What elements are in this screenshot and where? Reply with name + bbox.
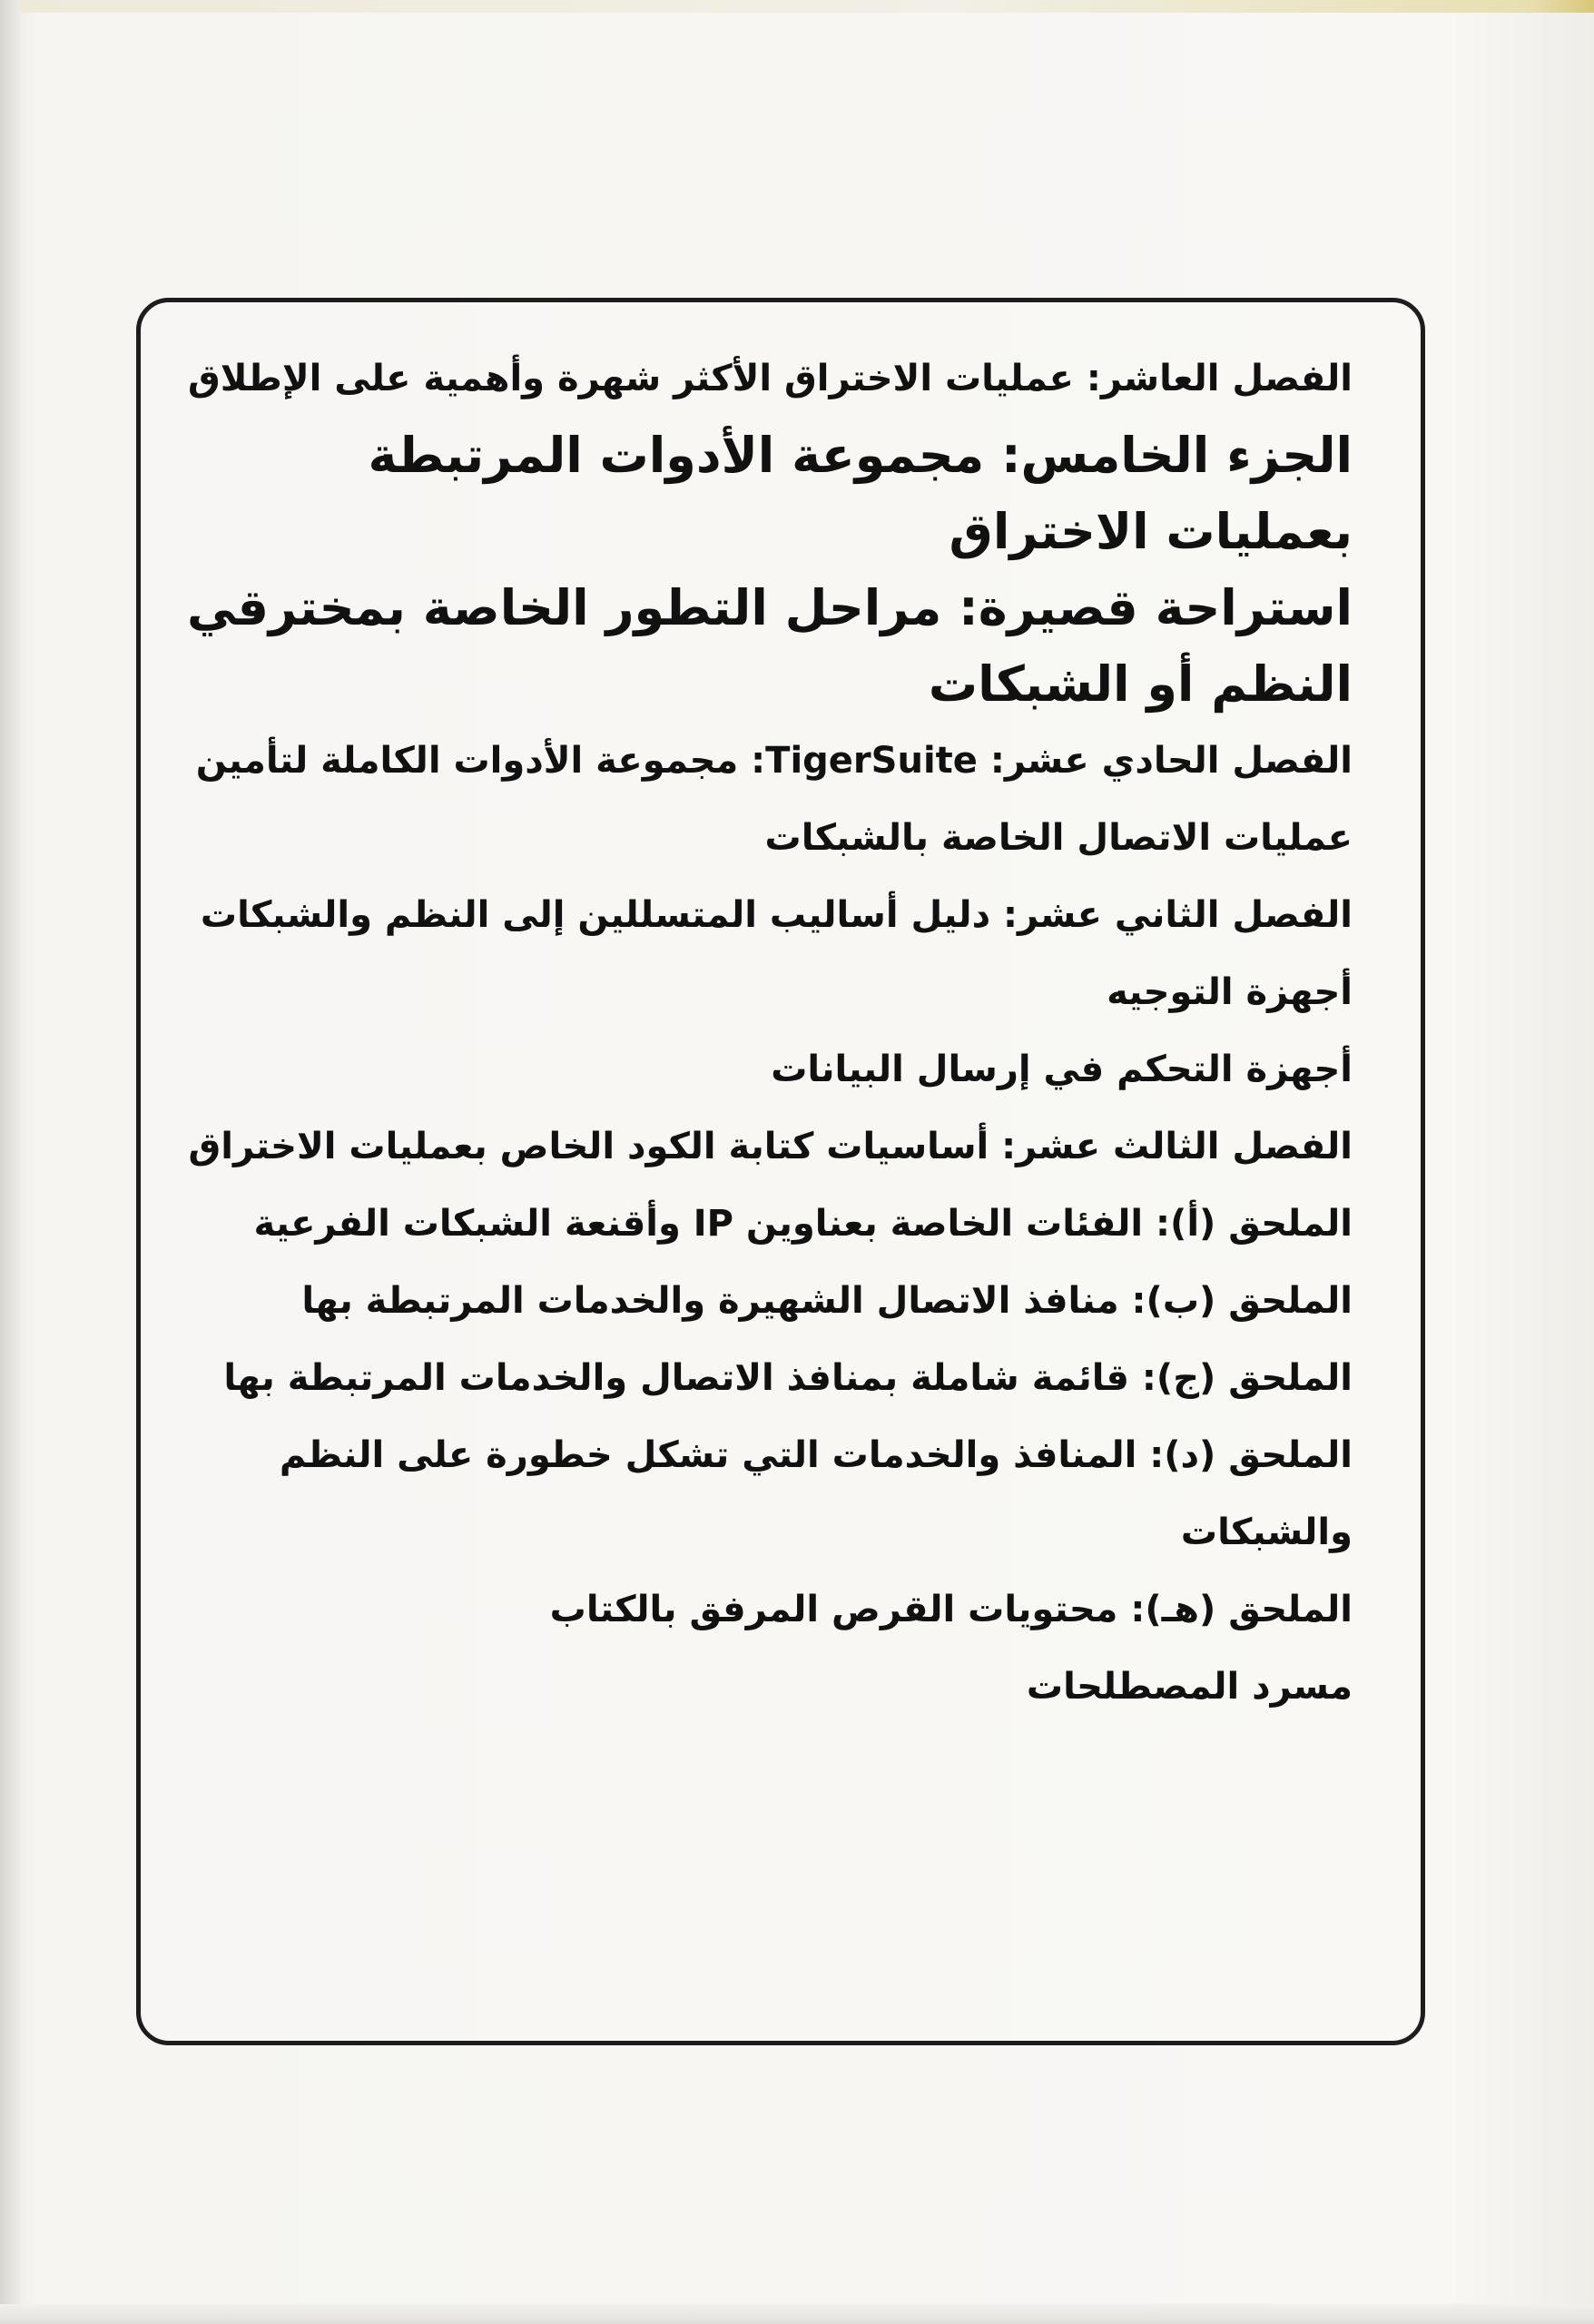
toc-entry-appendix-a: الملحق (أ): الفئات الخاصة بعناوين IP وأقنعة الشبكات الفرعية <box>253 1203 1353 1245</box>
toc-entry-chapter-11: الفصل الحادي عشر: TigerSuite: مجموعة الأدوات الكاملة لتأمين عمليات الاتصال الخاصة بالشبكات <box>195 740 1353 859</box>
toc-entry-appendix-d: الملحق (د): المنافذ والخدمات التي تشكل خطورة على النظم والشبكات <box>279 1434 1353 1553</box>
toc-entry-appendix-b: الملحق (ب): منافذ الاتصال الشهيرة والخدمات المرتبطة بها <box>301 1280 1353 1322</box>
toc-entry-section-access-controllers: أجهزة التحكم في إرسال البيانات <box>771 1049 1353 1090</box>
page-binding-edge <box>0 0 20 2324</box>
toc-entry-appendix-c: الملحق (ج): قائمة شاملة بمنافذ الاتصال والخدمات المرتبطة بها <box>223 1357 1353 1399</box>
page-bottom-edge <box>0 2304 1594 2324</box>
toc-entry-glossary: مسرد المصطلحات <box>1026 1666 1353 1708</box>
page-top-edge <box>0 0 1594 13</box>
toc-entry-part-5: الجزء الخامس: مجموعة الأدوات المرتبطة بعمليات الاختراق <box>368 427 1353 560</box>
table-of-contents <box>182 340 1353 2020</box>
toc-entry-appendix-e: الملحق (هـ): محتويات القرص المرفق بالكتاب <box>549 1589 1353 1630</box>
toc-entry-chapter-10: الفصل العاشر: عمليات الاختراق الأكثر شهرة وأهمية على الإطلاق <box>188 358 1353 399</box>
toc-entry-chapter-12: الفصل الثاني عشر: دليل أساليب المتسللين إلى النظم والشبكات <box>200 894 1353 936</box>
toc-entry-section-routers: أجهزة التوجيه <box>1107 971 1353 1013</box>
toc-entry-interlude: استراحة قصيرة: مراحل التطور الخاصة بمخترقي النظم أو الشبكات <box>186 579 1353 713</box>
toc-entry-chapter-13: الفصل الثالث عشر: أساسيات كتابة الكود الخاص بعمليات الاختراق <box>188 1126 1353 1167</box>
